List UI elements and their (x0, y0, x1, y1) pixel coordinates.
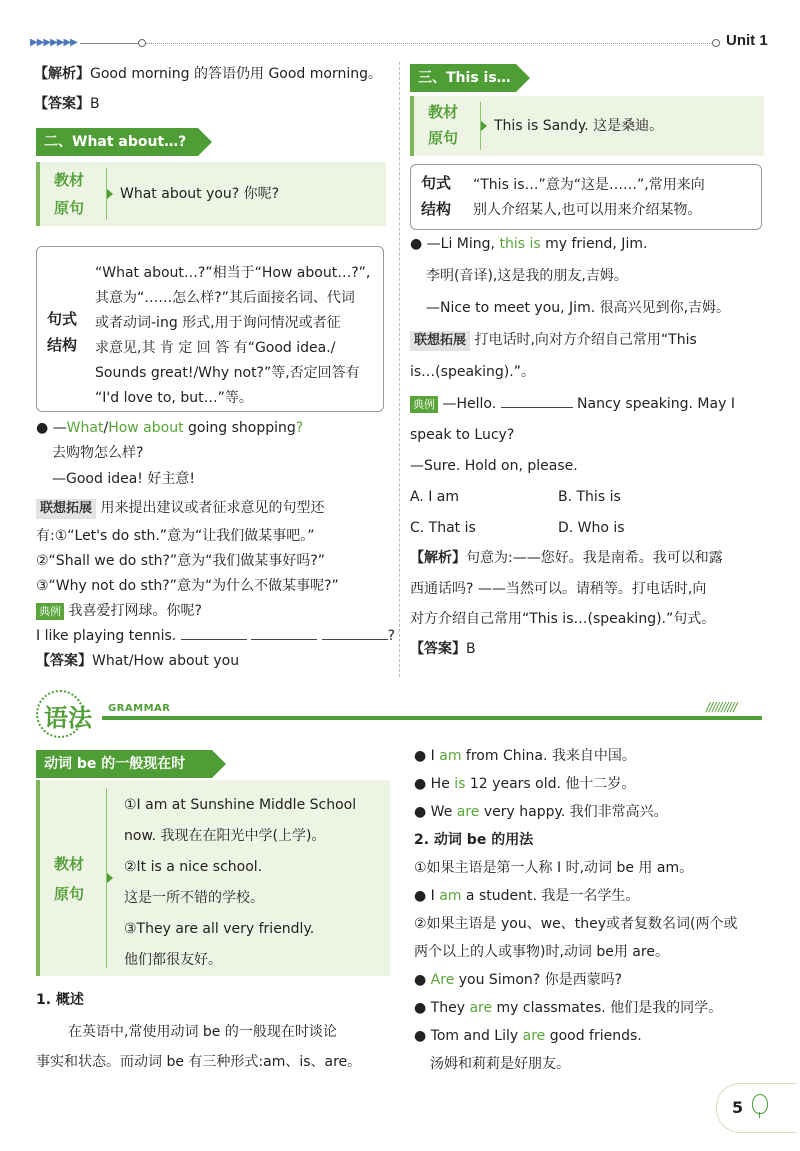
assoc-badge: 联想拓展 (410, 331, 470, 351)
structure-text (473, 173, 705, 223)
structure-line: Sounds great!/Why not?”等,否定回答有 (95, 365, 360, 381)
structure-line: “What about…?”相当于“How about…?”, (95, 265, 371, 281)
source-line: ②It is a nice school. (124, 859, 263, 875)
be-example: ● We are very happy. 我们非常高兴。 (414, 804, 668, 820)
overview-line: 事实和状态。而动词 be 有三种形式:am、is、are。 (36, 1054, 362, 1070)
usage-example-cn: 汤姆和莉莉是好朋友。 (430, 1056, 570, 1072)
source-arrow-icon (107, 873, 113, 883)
answer-blank[interactable] (501, 395, 573, 408)
grammar-overview (36, 990, 396, 1080)
assoc-line: ③“Why not do sth?”意为“为什么不做某事呢?” (36, 578, 339, 594)
balloon-string-icon (759, 1112, 760, 1118)
source-arrow-icon (481, 121, 487, 131)
section-title-text: 三、This is… (418, 70, 511, 86)
typical-example: 典例 我喜爱打网球。你呢? (36, 601, 202, 621)
structure-line: “This is…”意为“这是……”,常用来向 (473, 177, 705, 193)
structure-text (95, 261, 370, 411)
analysis-line: 西通话吗? ——当然可以。请稍等。打电话时,向 (410, 581, 707, 597)
typical-badge: 典例 (410, 396, 438, 413)
structure-line: 求意见,其 肯 定 回 答 有“Good idea./ (95, 340, 336, 356)
structure-label-1: 句式 (421, 174, 452, 192)
example-what-about: ● —What/How about going shopping? (36, 420, 304, 436)
grammar-stripes: ////////// (706, 700, 737, 714)
usage-rule: 两个以上的人或事物)时,动词 be用 are。 (414, 944, 669, 960)
usage-example: ● Tom and Lily are good friends. (414, 1028, 642, 1044)
typical-sentence: I like playing tennis. ? (36, 628, 396, 644)
structure-label-2: 结构 (47, 336, 78, 354)
source-sentence-box (36, 162, 386, 226)
grammar-right (414, 746, 784, 1086)
answer-blank[interactable] (251, 627, 317, 640)
header-rule (80, 43, 138, 44)
grammar-box-title (36, 750, 212, 778)
assoc-badge: 联想拓展 (36, 499, 96, 519)
analysis-text: Good morning 的答语仍用 Good morning。 (90, 66, 383, 82)
source-label-1: 教材 (54, 171, 85, 189)
analysis-line: 【解析】句意为:——您好。我是南希。我可以和露 (410, 550, 723, 566)
answer-2: 【答案】What/How about you (36, 653, 240, 669)
option-d[interactable]: D. Who is (558, 520, 625, 536)
source-label-1: 教材 (54, 855, 85, 873)
source-sentence: This is Sandy. 这是桑迪。 (494, 118, 664, 134)
be-example: ● He is 12 years old. 他十二岁。 (414, 776, 636, 792)
source-label-2: 原句 (54, 199, 85, 217)
header-arrows: ▶▶▶▶▶▶▶ (30, 37, 77, 48)
structure-box (410, 164, 762, 230)
example-this-is: ● —Li Ming, this is my friend, Jim. (410, 236, 648, 252)
analysis-label: 【解析】 (410, 550, 466, 566)
grammar-source-box (36, 780, 390, 976)
grammar-source-text (124, 790, 356, 976)
option-b[interactable]: B. This is (558, 489, 621, 505)
example-cn: 去购物怎么样? (52, 445, 144, 461)
assoc-line: is…(speaking).”。 (410, 364, 535, 380)
source-line: 他们都很友好。 (124, 952, 222, 968)
example-reply: —Good idea! 好主意! (52, 471, 195, 487)
typical-example: 典例 —Hello. Nancy speaking. May I (410, 394, 735, 414)
assoc-line: ②“Shall we do sth?”意为“我们做某事好吗?” (36, 553, 326, 569)
source-line: ③They are all very friendly. (124, 921, 315, 937)
typical-line: speak to Lucy? (410, 427, 515, 443)
right-examples (410, 234, 770, 664)
usage-rule: ①如果主语是第一人称 I 时,动词 be 用 am。 (414, 860, 694, 876)
typical-line: —Sure. Hold on, please. (410, 458, 578, 474)
grammar-header-bar (102, 716, 762, 720)
source-line: 这是一所不错的学校。 (124, 890, 264, 906)
assoc-line: 联想拓展 打电话时,向对方介绍自己常用“This (410, 330, 697, 351)
source-sentence-box (410, 96, 764, 156)
source-label-2: 原句 (54, 885, 85, 903)
source-label-1: 教材 (428, 103, 459, 121)
example-reply: —Nice to meet you, Jim. 很高兴见到你,吉姆。 (426, 300, 731, 316)
option-c[interactable]: C. That is (410, 520, 476, 536)
header-dotted-rule (146, 43, 712, 44)
analysis-line: 对方介绍自己常用“This is…(speaking).”句式。 (410, 611, 716, 627)
usage-heading: 2. 动词 be 的用法 (414, 832, 534, 848)
answer-label: 【答案】 (34, 96, 90, 112)
column-separator (399, 62, 400, 677)
overview-heading: 1. 概述 (36, 992, 84, 1008)
page-number: 5 (732, 1098, 744, 1117)
header-dot-right (712, 39, 720, 47)
option-a[interactable]: A. I am (410, 489, 460, 505)
usage-example: ● I am a student. 我是一名学生。 (414, 888, 640, 904)
section-title-this-is (410, 64, 516, 92)
typical-badge: 典例 (36, 603, 64, 620)
source-sentence: What about you? 你呢? (120, 186, 280, 202)
answer-blank[interactable] (181, 627, 247, 640)
structure-label-2: 结构 (421, 200, 452, 218)
structure-line: 或者动词-ing 形式,用于询问情况或者征 (95, 315, 341, 331)
source-label-2: 原句 (428, 129, 459, 147)
assoc-line: 联想拓展 用来提出建议或者征求意见的句型还 (36, 498, 324, 519)
grammar-title: 语法 (44, 704, 92, 732)
structure-box (36, 246, 384, 412)
source-line: now. 我现在在阳光中学(上学)。 (124, 828, 326, 844)
grammar-subtitle: GRAMMAR (108, 703, 171, 714)
structure-label-1: 句式 (47, 310, 78, 328)
section-title-what-about (36, 128, 198, 156)
source-arrow-icon (107, 189, 113, 199)
usage-example: ● Are you Simon? 你是西蒙吗? (414, 972, 623, 988)
assoc-line: 有:①“Let's do sth.”意为“让我们做某事吧。” (36, 528, 315, 544)
analysis-label: 【解析】 (34, 66, 90, 82)
usage-example: ● They are my classmates. 他们是我的同学。 (414, 1000, 723, 1016)
answer-text: B (90, 96, 100, 112)
answer-line: 【答案】B (410, 641, 476, 657)
section-title-text: 二、What about…? (44, 134, 187, 150)
answer-blank[interactable] (322, 627, 388, 640)
structure-line: 别人介绍某人,也可以用来介绍某物。 (473, 202, 702, 218)
structure-line: “I'd love to, but…”等。 (95, 390, 253, 406)
header-dot (138, 39, 146, 47)
usage-rule: ②如果主语是 you、we、they或者复数名词(两个或 (414, 916, 738, 932)
grammar-box-title-text: 动词 be 的一般现在时 (44, 756, 186, 772)
be-example: ● I am from China. 我来自中国。 (414, 748, 636, 764)
overview-line: 在英语中,常使用动词 be 的一般现在时谈论 (68, 1024, 337, 1040)
left-examples (36, 418, 396, 678)
example-cn: 李明(音译),这是我的朋友,吉姆。 (426, 268, 628, 284)
source-line: ①I am at Sunshine Middle School (124, 797, 357, 813)
unit-label: Unit 1 (726, 32, 768, 49)
balloon-icon (752, 1094, 768, 1114)
structure-line: 其意为“……怎么样?”其后面接名词、代词 (95, 290, 355, 306)
